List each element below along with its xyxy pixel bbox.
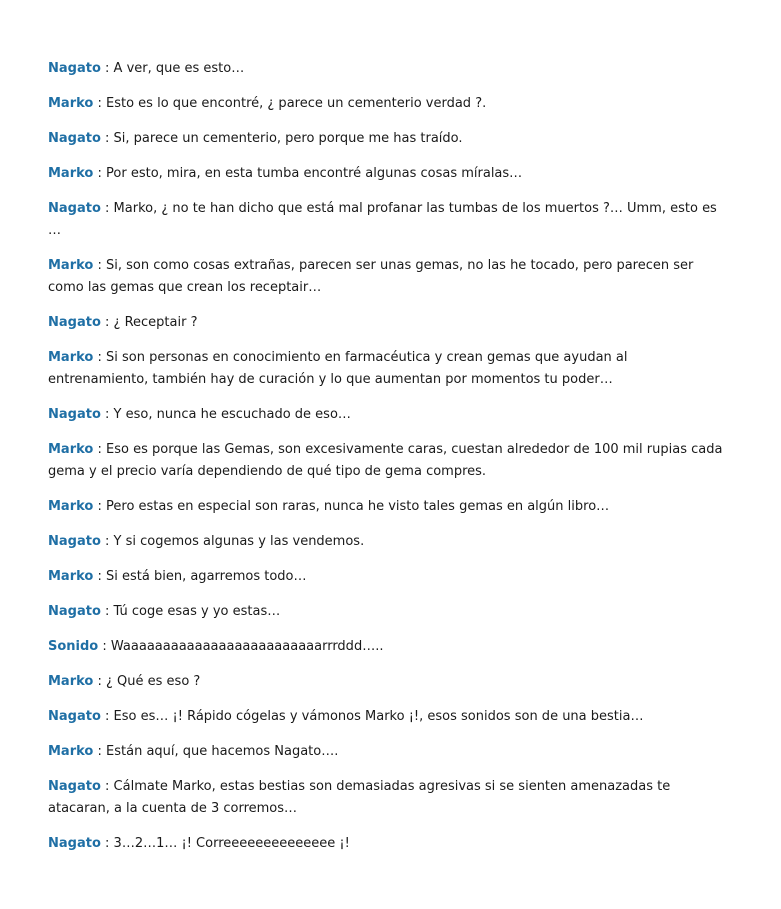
speaker-name: Marko <box>48 96 94 111</box>
speaker-name: Marko <box>48 166 94 181</box>
speaker-name: Marko <box>48 350 94 365</box>
dialogue-text: Waaaaaaaaaaaaaaaaaaaaaaaaarrrddd….. <box>110 639 384 654</box>
dialogue-text: Si, son como cosas extrañas, parecen ser unas gemas, no las he tocado, pero parecen ser como las gemas que crean los receptair… <box>48 258 694 295</box>
dialogue-line <box>48 741 728 763</box>
speaker-name: Marko <box>48 674 94 689</box>
dialogue-line <box>48 255 728 299</box>
speaker-name: Nagato <box>48 779 101 794</box>
speaker-separator: : <box>100 836 114 851</box>
speaker-name: Sonido <box>48 639 99 654</box>
dialogue-line <box>48 58 728 80</box>
speaker-name: Marko <box>48 258 94 273</box>
dialogue-line <box>48 404 728 426</box>
speaker-separator: : <box>100 604 114 619</box>
speaker-separator: : <box>98 639 111 654</box>
dialogue-line <box>48 496 728 518</box>
speaker-separator: : <box>93 96 107 111</box>
dialogue-text: Están aquí, que hacemos Nagato…. <box>106 744 339 759</box>
speaker-separator: : <box>100 534 114 549</box>
speaker-name: Nagato <box>48 315 101 330</box>
dialogue-text: Por esto, mira, en esta tumba encontré algunas cosas míralas… <box>106 166 523 181</box>
dialogue-text: Si, parece un cementerio, pero porque me has traído. <box>113 131 463 146</box>
dialogue-line <box>48 93 728 115</box>
dialogue-text: Si está bien, agarremos todo… <box>106 569 307 584</box>
dialogue-text: Y si cogemos algunas y las vendemos. <box>113 534 365 549</box>
speaker-separator: : <box>93 442 107 457</box>
dialogue-text: Esto es lo que encontré, ¿ parece un cementerio verdad ?. <box>106 96 487 111</box>
speaker-separator: : <box>93 350 107 365</box>
speaker-separator: : <box>100 315 114 330</box>
dialogue-text: A ver, que es esto… <box>113 61 245 76</box>
dialogue-text: Marko, ¿ no te han dicho que está mal profanar las tumbas de los muertos ?… Umm, esto es … <box>48 201 717 238</box>
dialogue-line <box>48 776 728 820</box>
dialogue-text: ¿ Qué es eso ? <box>106 674 201 689</box>
dialogue-line <box>48 439 728 483</box>
dialogue-line <box>48 636 728 658</box>
speaker-separator: : <box>93 166 107 181</box>
speaker-separator: : <box>93 258 107 273</box>
dialogue-line <box>48 163 728 185</box>
speaker-name: Marko <box>48 569 94 584</box>
speaker-name: Marko <box>48 744 94 759</box>
speaker-separator: : <box>100 131 114 146</box>
dialogue-line <box>48 566 728 588</box>
speaker-name: Nagato <box>48 201 101 216</box>
speaker-name: Nagato <box>48 61 101 76</box>
dialogue-line <box>48 671 728 693</box>
speaker-separator: : <box>100 201 114 216</box>
speaker-name: Nagato <box>48 407 101 422</box>
speaker-separator: : <box>100 61 114 76</box>
speaker-separator: : <box>93 674 107 689</box>
dialogue-line <box>48 601 728 623</box>
speaker-name: Nagato <box>48 131 101 146</box>
dialogue-line <box>48 128 728 150</box>
dialogue-text: Tú coge esas y yo estas… <box>113 604 281 619</box>
dialogue-text: Cálmate Marko, estas bestias son demasiadas agresivas si se sienten amenazadas te atacaran, a la cuenta de 3 corremos… <box>48 779 671 816</box>
dialogue-line <box>48 198 728 242</box>
dialogue-document <box>48 58 728 868</box>
speaker-separator: : <box>93 744 107 759</box>
speaker-name: Nagato <box>48 709 101 724</box>
speaker-separator: : <box>100 709 114 724</box>
speaker-separator: : <box>93 569 107 584</box>
dialogue-text: Eso es porque las Gemas, son excesivamente caras, cuestan alrededor de 100 mil rupias cada gema y el precio varía dependiendo de qué tipo de gema compres. <box>48 442 723 479</box>
dialogue-text: 3…2…1… ¡! Correeeeeeeeeeeeee ¡! <box>113 836 350 851</box>
speaker-separator: : <box>100 407 114 422</box>
dialogue-line <box>48 347 728 391</box>
speaker-separator: : <box>93 499 107 514</box>
speaker-name: Marko <box>48 499 94 514</box>
dialogue-line <box>48 531 728 553</box>
speaker-separator: : <box>100 779 114 794</box>
dialogue-text: Y eso, nunca he escuchado de eso… <box>113 407 351 422</box>
dialogue-text: Pero estas en especial son raras, nunca he visto tales gemas en algún libro… <box>106 499 610 514</box>
speaker-name: Marko <box>48 442 94 457</box>
dialogue-text: Eso es… ¡! Rápido cógelas y vámonos Marko ¡!, esos sonidos son de una bestia… <box>113 709 644 724</box>
dialogue-line <box>48 706 728 728</box>
speaker-name: Nagato <box>48 534 101 549</box>
speaker-name: Nagato <box>48 836 101 851</box>
speaker-name: Nagato <box>48 604 101 619</box>
dialogue-text: ¿ Receptair ? <box>113 315 198 330</box>
dialogue-line <box>48 833 728 855</box>
dialogue-text: Si son personas en conocimiento en farmacéutica y crean gemas que ayudan al entrenamiento, también hay de curación y lo que aumentan por momentos tu poder… <box>48 350 628 387</box>
dialogue-line <box>48 312 728 334</box>
